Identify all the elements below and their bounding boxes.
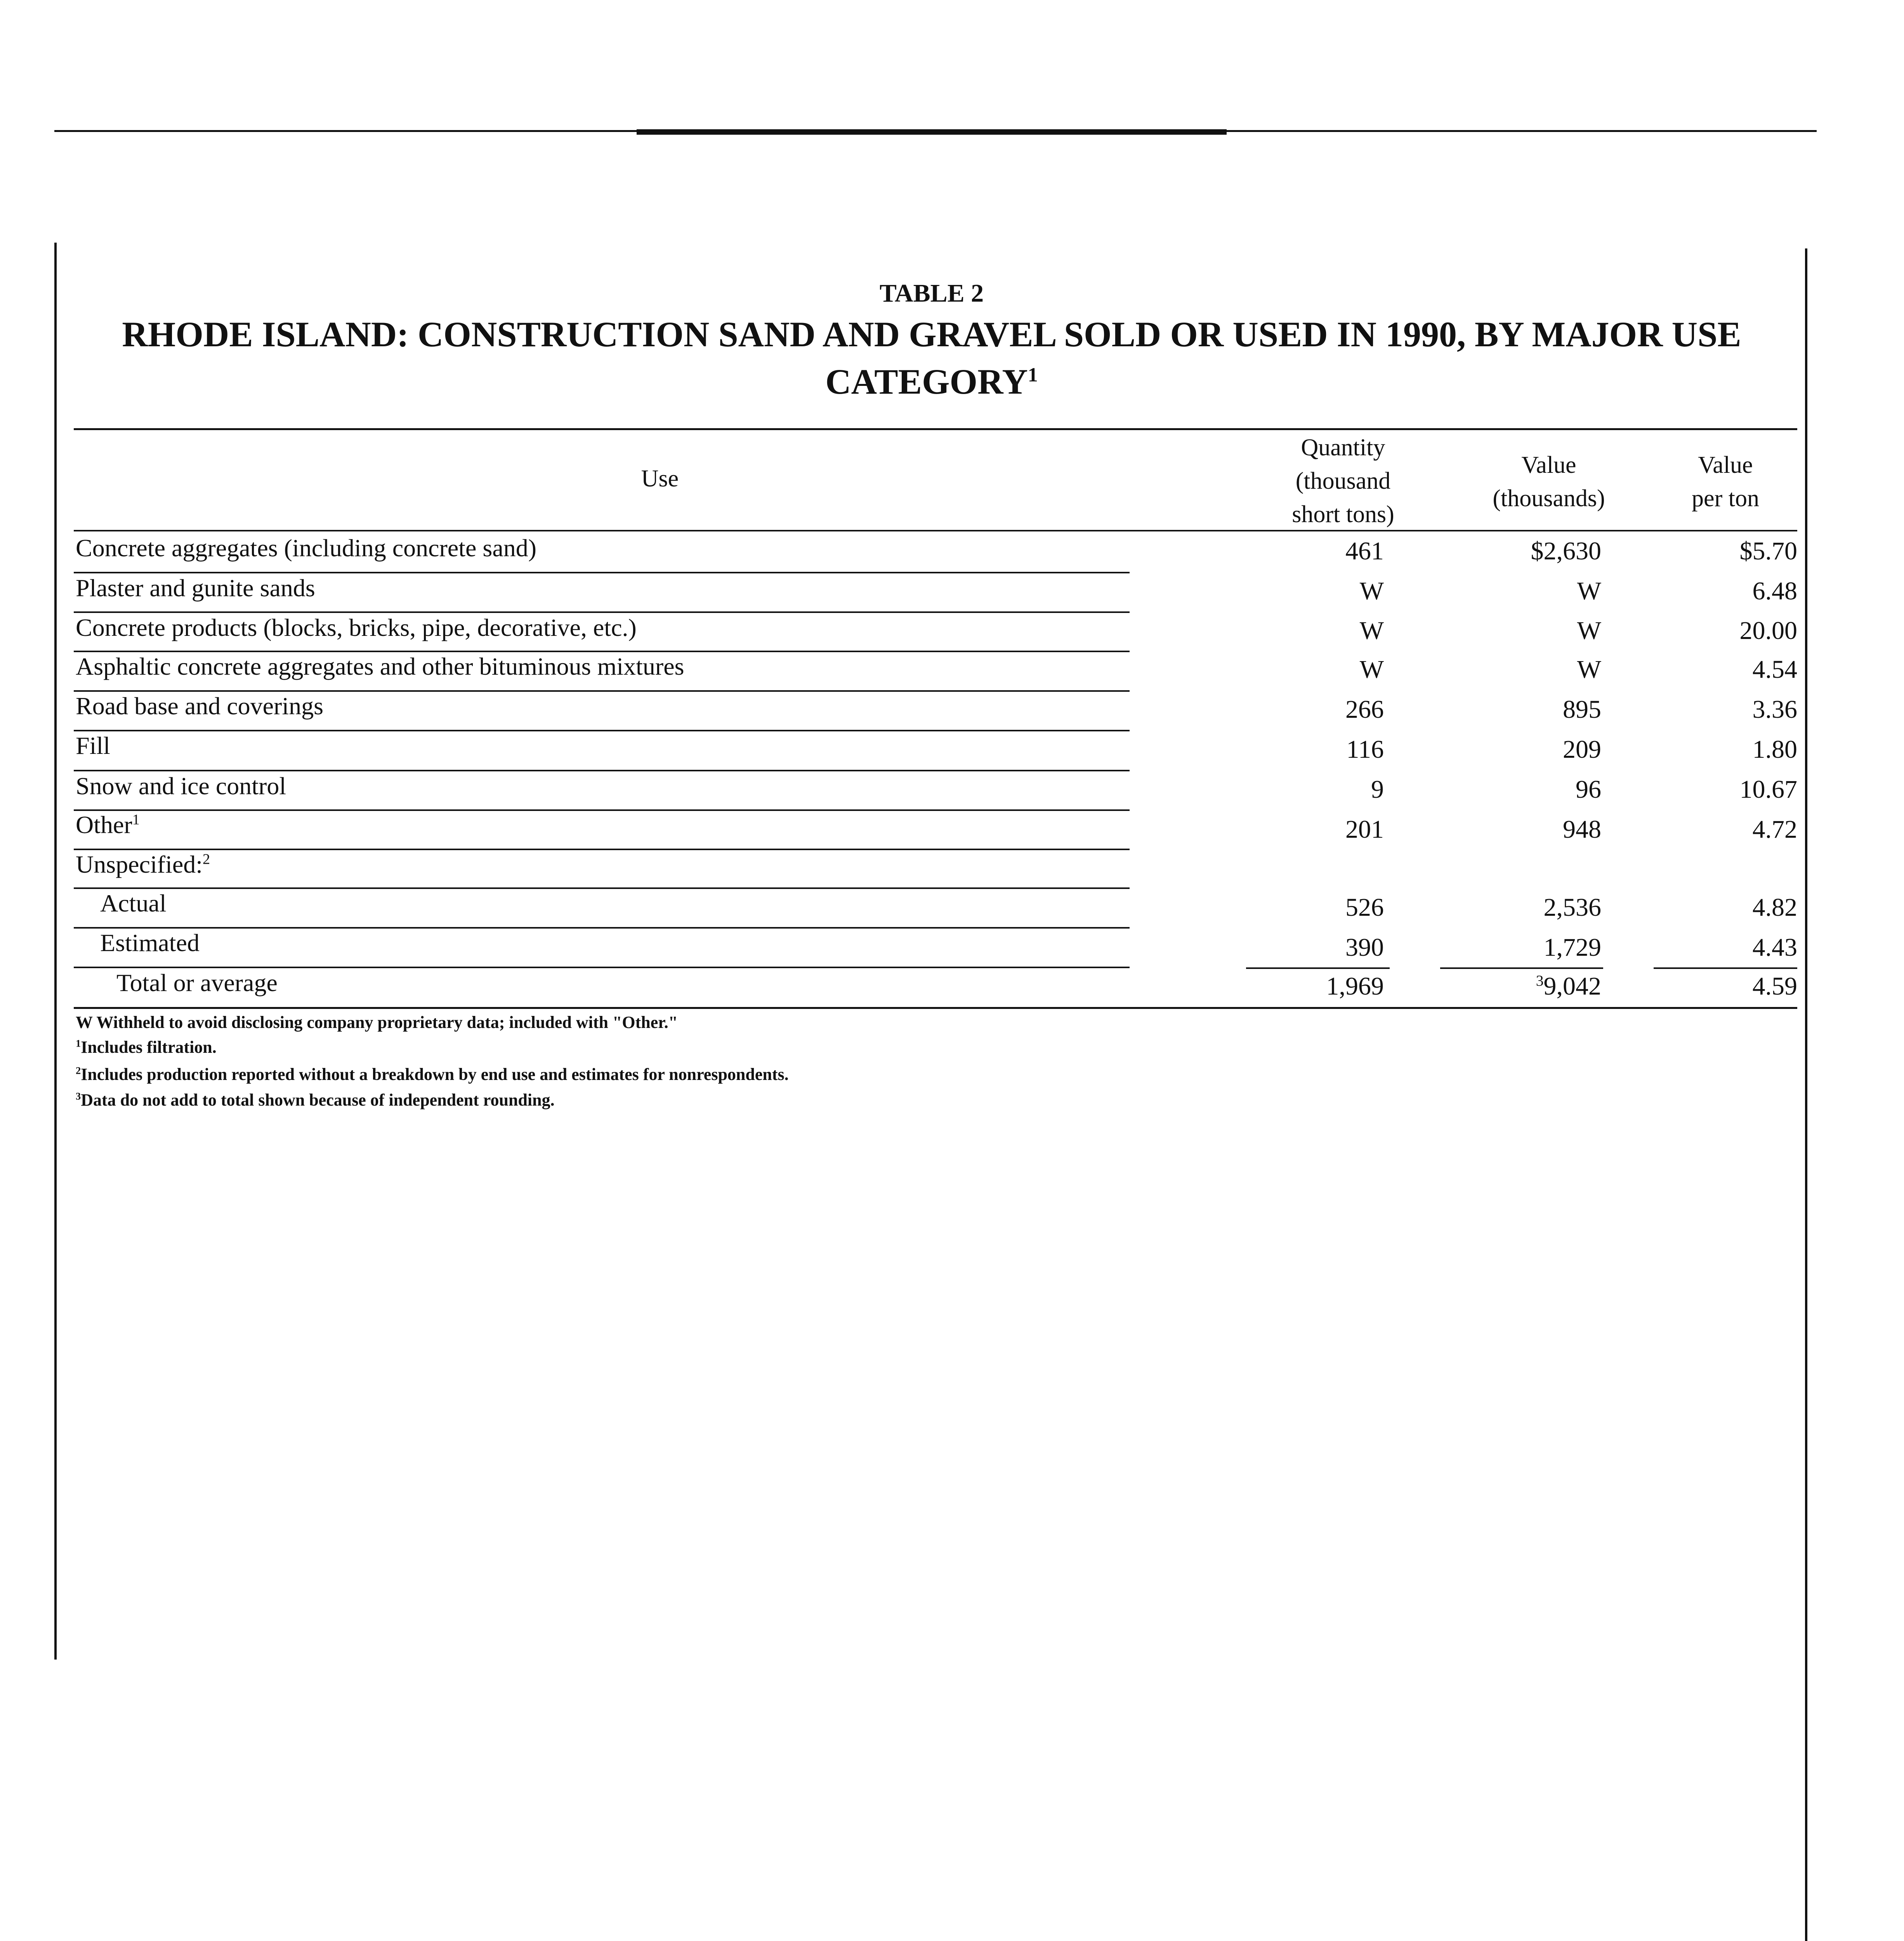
total-rule-quantity — [1246, 967, 1390, 969]
row-rule — [74, 572, 1130, 573]
cell-value: W — [1577, 577, 1601, 605]
cell-quantity: 461 — [1345, 537, 1384, 565]
row-label: Actual — [100, 889, 167, 917]
footnote-w: W Withheld to avoid disclosing company proprietary data; included with "Other." — [76, 1013, 678, 1032]
cell-per-ton: 1.80 — [1752, 735, 1797, 764]
cell-quantity: 390 — [1345, 933, 1384, 962]
cell-value: 96 — [1576, 775, 1601, 804]
cell-per-ton: $5.70 — [1739, 537, 1797, 565]
row-label: Road base and coverings — [76, 692, 324, 720]
cell-value: 948 — [1563, 815, 1601, 844]
header-quantity: Quantity (thousand short tons) — [1292, 434, 1394, 528]
header-value-per-ton: Value per ton — [1692, 452, 1759, 512]
cell-quantity: 9 — [1371, 775, 1384, 804]
row-label: Plaster and gunite sands — [76, 574, 315, 602]
cell-per-ton: 3.36 — [1752, 695, 1797, 724]
cell-per-ton: 20.00 — [1739, 616, 1797, 645]
cell-quantity: W — [1359, 616, 1384, 645]
cell-per-ton: 6.48 — [1752, 577, 1797, 605]
left-margin-rule — [54, 243, 57, 1660]
footnote-2: $^2$Includes production reported without a breakdown by end use and estimates for nonrespondents. — [76, 1064, 789, 1084]
cell-value: 2,536 — [1543, 893, 1601, 922]
footnote-3: $^3$Data do not add to total shown because of independent rounding. — [76, 1090, 555, 1109]
row-label: Fill — [76, 732, 110, 759]
table-title: RHODE ISLAND: CONSTRUCTION SAND AND GRAVEL SOLD OR USED IN 1990, BY MAJOR USE CATEGORY$^1$ — [122, 314, 1741, 401]
row-label: Estimated — [100, 929, 200, 957]
total-label: Total or average — [116, 969, 278, 997]
cell-per-ton: 4.82 — [1752, 893, 1797, 922]
total-rule-value — [1440, 967, 1603, 969]
footnote-1: $^1$Includes filtration. — [76, 1037, 217, 1057]
cell-per-ton: 10.67 — [1739, 775, 1797, 804]
table-bottom-rule — [74, 1007, 1797, 1009]
cell-quantity: W — [1359, 577, 1384, 605]
row-rule — [74, 849, 1130, 850]
cell-value: 209 — [1563, 735, 1601, 764]
row-label: Concrete aggregates (including concrete sand) — [76, 534, 537, 562]
row-label: Snow and ice control — [76, 772, 286, 800]
table-top-rule — [74, 428, 1797, 430]
cell-value: 895 — [1563, 695, 1601, 724]
cell-quantity: 266 — [1345, 695, 1384, 724]
header-use: Use — [641, 465, 679, 492]
row-rule — [74, 887, 1130, 889]
row-rule — [74, 730, 1130, 731]
cell-value: W — [1577, 616, 1601, 645]
total-per-ton: 4.59 — [1752, 972, 1797, 1000]
top-rule-thick — [637, 129, 1227, 135]
cell-per-ton: 4.72 — [1752, 815, 1797, 844]
cell-value: W — [1577, 655, 1601, 684]
row-rule — [74, 927, 1130, 929]
right-margin-rule — [1805, 248, 1807, 1941]
row-rule — [74, 770, 1130, 771]
header-bottom-rule — [74, 530, 1797, 531]
cell-quantity: W — [1359, 655, 1384, 684]
table-label: TABLE 2 — [879, 279, 984, 307]
header-value: Value (thousands) — [1493, 452, 1605, 512]
row-label: Other$^1$ — [76, 811, 140, 839]
row-rule — [74, 809, 1130, 811]
cell-value: 1,729 — [1543, 933, 1601, 962]
row-rule — [74, 611, 1130, 613]
total-value: $^3$9,042 — [1536, 972, 1601, 1000]
total-rule-per-ton — [1654, 967, 1797, 969]
total-quantity: 1,969 — [1326, 972, 1384, 1000]
row-label: Asphaltic concrete aggregates and other bituminous mixtures — [76, 653, 684, 680]
cell-per-ton: 4.54 — [1752, 655, 1797, 684]
cell-per-ton: 4.43 — [1752, 933, 1797, 962]
row-label: Unspecified:$^2$ — [76, 851, 210, 878]
row-rule — [74, 967, 1130, 968]
cell-quantity: 116 — [1346, 735, 1384, 764]
cell-value: $2,630 — [1531, 537, 1601, 565]
cell-quantity: 201 — [1345, 815, 1384, 844]
row-label: Concrete products (blocks, bricks, pipe, decorative, etc.) — [76, 614, 637, 641]
cell-quantity: 526 — [1345, 893, 1384, 922]
